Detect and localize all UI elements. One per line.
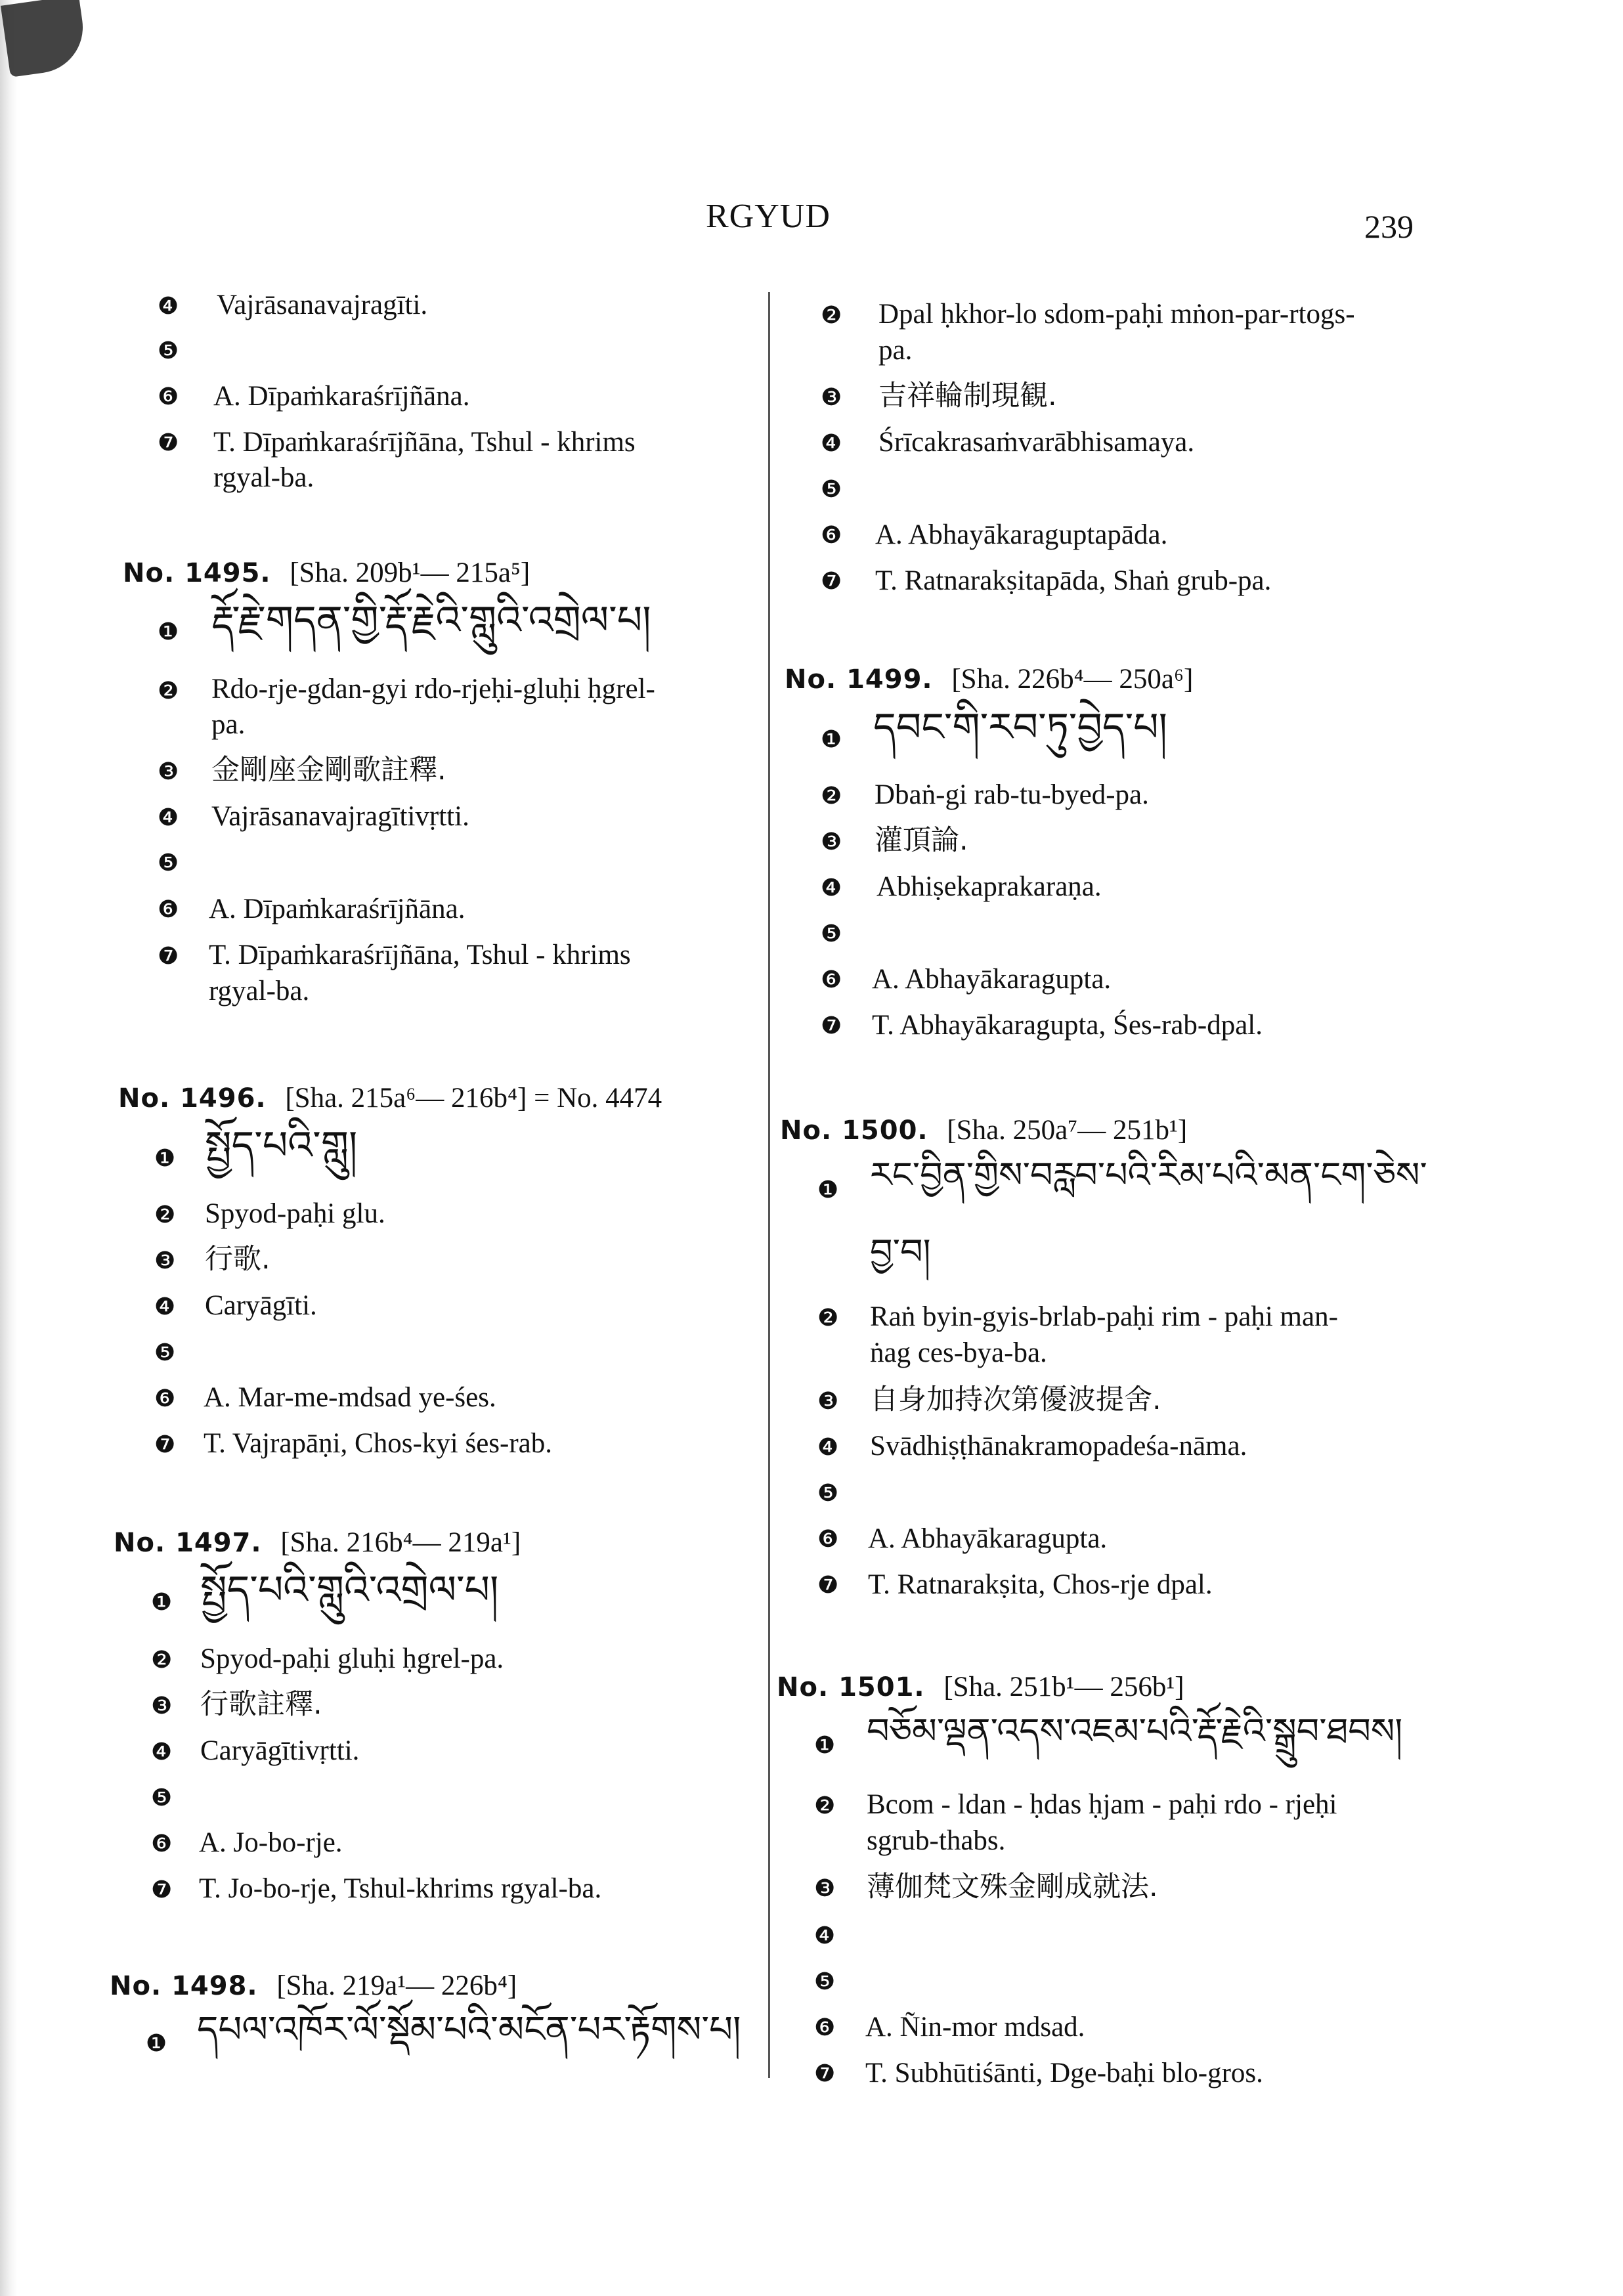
- tibetan-title-cont: བྱ་བ།: [870, 1231, 931, 1272]
- field-marker-7: ❼: [821, 568, 842, 595]
- field-marker-2: ❷: [817, 1305, 839, 1332]
- entry-number: No. 1497.: [114, 1528, 262, 1558]
- tibetan-title: དཔལ་འཁོར་ལོ་སྡོམ་པའི་མངོན་པར་རྟོགས་པ།: [197, 2008, 741, 2051]
- entry-number: No. 1495.: [123, 558, 271, 588]
- chinese-title: 行歌.: [205, 1243, 270, 1276]
- field-marker-5: ❺: [151, 1785, 173, 1811]
- field-marker-5: ❺: [814, 1968, 836, 1995]
- field-marker-5: ❺: [158, 850, 179, 877]
- field-marker-4: ❹: [817, 1434, 839, 1461]
- translator-line: T. Ratnarakṣita, Chos-rje dpal.: [868, 1569, 1213, 1600]
- field-marker-3: ❸: [154, 1247, 176, 1274]
- entry-heading-1501: [777, 1671, 1184, 1703]
- field-marker-5: ❺: [154, 1339, 176, 1366]
- transliterated-title-cont: pa.: [211, 709, 246, 740]
- field-marker-6: ❻: [814, 2014, 836, 2041]
- field-marker-4: ❹: [814, 1922, 836, 1949]
- field-marker-6: ❻: [151, 1830, 173, 1857]
- field-marker-1: ❶: [821, 726, 842, 753]
- entry-heading-1498: [110, 1970, 517, 2002]
- field-marker-2: ❷: [158, 678, 179, 704]
- author-line: A. Ñin-mor mdsad.: [865, 2012, 1085, 2043]
- folio-reference: [Sha. 250a⁷— 251b¹]: [947, 1115, 1188, 1146]
- author-line: A. Abhayākaragupta.: [872, 964, 1112, 995]
- field-marker-5: ❺: [817, 1480, 839, 1507]
- field-marker-4: ❹: [154, 1293, 176, 1320]
- folio-reference: [Sha. 226b⁴— 250a⁶]: [951, 664, 1194, 695]
- entry-heading-1495: [123, 557, 530, 589]
- entry-number: No. 1501.: [777, 1672, 925, 1702]
- field-marker-7: ❼: [151, 1876, 173, 1903]
- field-marker-3: ❸: [821, 829, 842, 856]
- chinese-title: 灌頂論.: [875, 824, 968, 857]
- author-line: A. Jo-bo-rje.: [199, 1827, 343, 1858]
- field-marker-6: ❻: [154, 1385, 176, 1412]
- transliterated-title: Bcom - ldan - ḥdas ḥjam - paḥi rdo - rjeḥi: [867, 1789, 1337, 1820]
- scan-corner-mark: [1, 0, 89, 77]
- field-marker-5: ❺: [821, 476, 842, 503]
- chinese-title: 薄伽梵文殊金剛成就法.: [867, 1871, 1158, 1903]
- field-marker-7: ❼: [154, 1431, 176, 1458]
- transliterated-title: Rdo-rje-gdan-gyi rdo-rjeḥi-gluḥi ḥgrel-: [211, 674, 655, 704]
- field-marker-4: ❹: [821, 875, 842, 901]
- field-marker-4: ❹: [151, 1739, 173, 1765]
- translator-line-cont: rgyal-ba.: [209, 976, 310, 1007]
- entry-heading-1497: [114, 1527, 521, 1559]
- chinese-title: 自身加持次第優波提舍.: [870, 1383, 1161, 1416]
- sanskrit-title: Vajrāsanavajragīti.: [217, 290, 428, 320]
- field-marker-3: ❸: [814, 1875, 836, 1902]
- page-number: 239: [1364, 208, 1414, 245]
- author-line: A. Abhayākaraguptapāda.: [875, 519, 1168, 550]
- folio-reference: [Sha. 251b¹— 256b¹]: [943, 1672, 1184, 1702]
- translator-line: T. Dīpaṁkaraśrījñāna, Tshul - khrims: [209, 940, 631, 970]
- field-marker-1: ❶: [158, 618, 179, 645]
- field-marker-2: ❷: [154, 1202, 176, 1228]
- field-marker-7: ❼: [158, 429, 179, 456]
- transliterated-title-cont: ṅag ces-bya-ba.: [870, 1337, 1047, 1368]
- field-marker-4: ❹: [821, 430, 842, 457]
- sanskrit-title: Vajrāsanavajragītivṛtti.: [211, 801, 469, 832]
- chinese-title: 吉祥輪制現観.: [878, 379, 1057, 412]
- author-line: A. Dīpaṁkaraśrījñāna.: [209, 894, 465, 924]
- entry-heading-1500: [780, 1114, 1187, 1146]
- field-marker-3: ❸: [151, 1693, 173, 1720]
- folio-reference: [Sha. 209b¹— 215a⁵]: [290, 557, 530, 588]
- field-marker-1: ❶: [151, 1589, 173, 1616]
- field-marker-1: ❶: [817, 1177, 839, 1203]
- field-marker-7: ❼: [821, 1012, 842, 1039]
- translator-line: T. Abhayākaragupta, Śes-rab-dpal.: [872, 1010, 1263, 1041]
- field-marker-4: ❹: [158, 293, 179, 320]
- author-line: A. Dīpaṁkaraśrījñāna.: [213, 381, 470, 412]
- field-marker-6: ❻: [158, 896, 179, 923]
- translator-line: T. Vajrapāṇi, Chos-kyi śes-rab.: [204, 1428, 553, 1459]
- field-marker-4: ❹: [158, 804, 179, 831]
- field-marker-2: ❷: [821, 783, 842, 810]
- transliterated-title: Spyod-paḥi gluḥi ḥgrel-pa.: [200, 1643, 504, 1674]
- tibetan-title: རང་བྱིན་གྱིས་བརླབ་པའི་རིམ་པའི་མན་ངག་ཅེས་: [870, 1154, 1427, 1196]
- translator-line-cont: rgyal-ba.: [213, 462, 314, 493]
- translator-line: T. Subhūtiśānti, Dge-baḥi blo-gros.: [865, 2058, 1263, 2089]
- field-marker-1: ❶: [146, 2030, 167, 2057]
- transliterated-title-cont: sgrub-thabs.: [867, 1825, 1006, 1856]
- field-marker-2: ❷: [151, 1647, 173, 1674]
- translator-line: T. Jo-bo-rje, Tshul-khrims rgyal-ba.: [199, 1873, 602, 1904]
- entry-number: No. 1498.: [110, 1971, 258, 2001]
- field-marker-3: ❸: [821, 384, 842, 411]
- field-marker-3: ❸: [817, 1388, 839, 1415]
- page-left-edge: [0, 0, 17, 2296]
- sanskrit-title: Caryāgītivṛtti.: [200, 1735, 360, 1766]
- tibetan-title: སྤྱོད་པའི་གླུའི་འགྲེལ་པ།: [200, 1567, 499, 1613]
- author-line: A. Mar-me-mdsad ye-śes.: [204, 1382, 496, 1413]
- tibetan-title: སྤྱོད་པའི་གླུ།: [205, 1123, 358, 1169]
- transliterated-title: Raṅ byin-gyis-brlab-paḥi rim - paḥi man-: [870, 1301, 1338, 1332]
- folio-reference: [Sha. 216b⁴— 219a¹]: [280, 1527, 521, 1558]
- field-marker-5: ❺: [158, 337, 179, 364]
- field-marker-3: ❸: [158, 758, 179, 785]
- entry-number: No. 1499.: [785, 664, 933, 695]
- translator-line: T. Ratnarakṣitapāda, Shaṅ grub-pa.: [875, 565, 1272, 596]
- field-marker-2: ❷: [814, 1792, 836, 1819]
- column-divider: [768, 292, 770, 2078]
- field-marker-2: ❷: [821, 302, 842, 329]
- field-marker-7: ❼: [814, 2060, 836, 2087]
- transliterated-title: Dbaṅ-gi rab-tu-byed-pa.: [875, 779, 1149, 810]
- field-marker-7: ❼: [817, 1572, 839, 1599]
- folio-reference: [Sha. 219a¹— 226b⁴]: [276, 1970, 517, 2001]
- sanskrit-title: Śrīcakrasaṁvarābhisamaya.: [878, 427, 1195, 458]
- tibetan-title: རྡོ་རྗེ་གདན་གྱི་རྡོ་རྗེའི་གླུའི་འགྲེལ་པ།: [211, 597, 651, 643]
- chinese-title: 行歌註釋.: [200, 1688, 322, 1721]
- field-marker-1: ❶: [814, 1732, 836, 1759]
- entry-heading-1496: [118, 1082, 662, 1114]
- translator-line: T. Dīpaṁkaraśrījñāna, Tshul - khrims: [213, 427, 636, 458]
- tibetan-title: བཅོམ་ལྡན་འདས་འཇམ་པའི་རྡོ་རྗེའི་སྒྲུབ་ཐབས།: [867, 1710, 1403, 1752]
- author-line: A. Abhayākaragupta.: [868, 1523, 1108, 1554]
- field-marker-6: ❻: [821, 522, 842, 549]
- field-marker-5: ❺: [821, 921, 842, 947]
- folio-reference: [Sha. 215a⁶— 216b⁴] = No. 4474: [285, 1083, 662, 1114]
- tibetan-title: དབང་གི་རབ་ཏུ་བྱེད་པ།: [873, 704, 1167, 750]
- entry-number: No. 1500.: [780, 1116, 928, 1146]
- field-marker-6: ❻: [158, 383, 179, 410]
- transliterated-title: Dpal ḥkhor-lo sdom-paḥi mṅon-par-rtogs-: [878, 299, 1355, 330]
- transliterated-title-cont: pa.: [878, 335, 913, 366]
- sanskrit-title: Caryāgīti.: [205, 1290, 317, 1321]
- transliterated-title: Spyod-paḥi glu.: [205, 1198, 385, 1229]
- sanskrit-title: Abhiṣekaprakaraṇa.: [876, 871, 1102, 902]
- entry-heading-1499: [785, 663, 1193, 695]
- running-header: RGYUD: [706, 198, 831, 235]
- sanskrit-title: Svādhiṣṭhānakramopadeśa-nāma.: [870, 1431, 1247, 1462]
- field-marker-1: ❶: [154, 1145, 176, 1172]
- chinese-title: 金剛座金剛歌註釋.: [211, 754, 446, 787]
- field-marker-6: ❻: [817, 1526, 839, 1553]
- entry-number: No. 1496.: [118, 1083, 267, 1114]
- field-marker-7: ❼: [158, 943, 179, 970]
- field-marker-6: ❻: [821, 966, 842, 993]
